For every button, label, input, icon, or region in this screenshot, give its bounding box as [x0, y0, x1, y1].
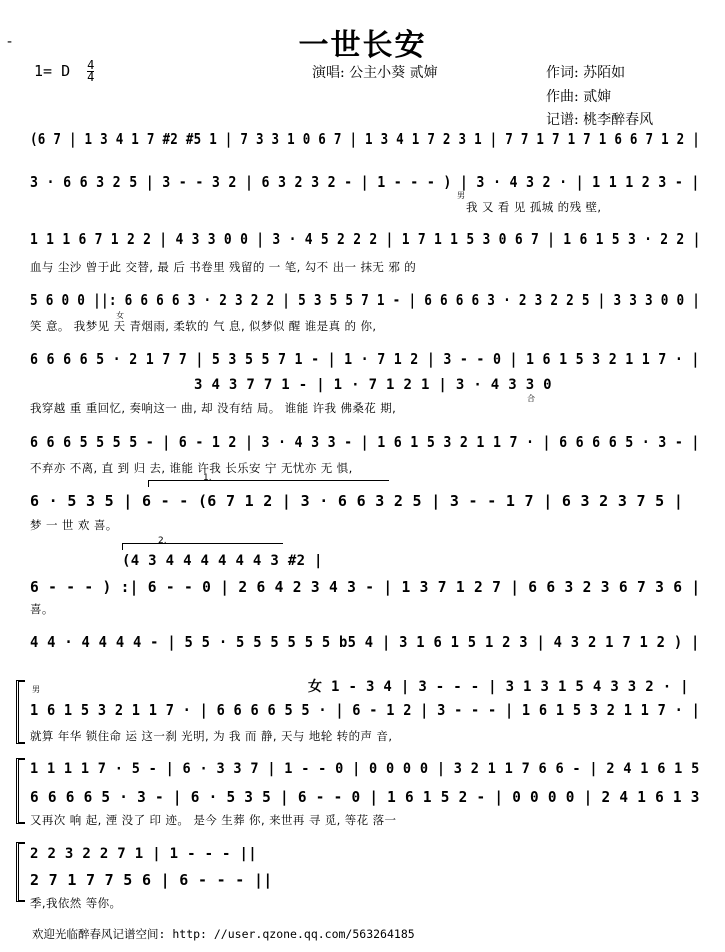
- notation-line: 6 6 6 6 5 · 2 1 7 7 | 5 3 5 5 7 1 - | 1 · 7 1 2 | 3 - - 0 | 1 6 1 5 3 2 1 1 7 · |: [30, 350, 700, 368]
- notation-line: 6 6 6 5 5 5 5 - | 6 - 1 2 | 3 · 4 3 3 - | 1 6 1 5 3 2 1 1 7 · | 6 6 6 6 5 · 3 - |: [30, 433, 700, 451]
- lyric-line: 血与 尘沙 曾于此 交替, 最 后 书卷里 残留的 一 笔, 勾不 出一 抹无 邪 的: [30, 260, 417, 274]
- time-signature: [87, 60, 94, 83]
- lyric-line: 笑 意。 我梦见 天 青烟雨, 柔软的 气 息, 似梦似 醒 谁是真 的 你,: [30, 319, 377, 333]
- notation-line: (6 7 | 1 3 4 1 7 #2 #5 1 | 7 3 3 1 0 6 7 | 1 3 4 1 7 2 3 1 | 7 7 1 7 1 7 1 6 6 7 1 2 |: [30, 130, 701, 148]
- lyric-line: 又再次 响 起, 湮 没了 印 迹。 是今 生葬 你, 来世再 寻 觅, 等花 落一: [30, 813, 397, 827]
- volta-bracket-1: [148, 480, 389, 487]
- key-label: 1= D: [34, 62, 71, 80]
- margin-dash: -: [7, 34, 13, 50]
- notation-line-harmony: 1 1 1 1 7 · 5 - | 6 · 3 3 7 | 1 - - 0 | 0 0 0 0 | 3 2 1 1 7 6 6 - | 2 4 1 6 1 5: [30, 761, 700, 777]
- composer: 作曲: 贰婶: [546, 89, 612, 105]
- notation-line-harmony: 2 2 3 2 2 7 1 | 1 - - - ||: [30, 846, 257, 862]
- lyricist: 作词: 苏陌如: [546, 65, 626, 81]
- lyric-line: 不弃亦 不离, 直 到 归 去, 谁能 许我 长乐安 宁 无忧亦 无 惧,: [30, 461, 353, 475]
- notation-line: 1 6 1 5 3 2 1 1 7 · | 6 6 6 6 5 5 · | 6 - 1 2 | 3 - - - | 1 6 1 5 3 2 1 1 7 · |: [30, 701, 701, 719]
- lyric-line: 梦 一 世 欢 喜。: [30, 518, 118, 532]
- notation-line: 5 6 0 0 ||: 6 6 6 6 3 · 2 3 2 2 | 5 3 5 5 7 1 - | 6 6 6 6 3 · 2 3 2 2 5 | 3 3 3 0 0 |: [30, 291, 701, 309]
- notation-line-harmony: 女 1 - 3 4 | 3 - - - | 3 1 3 1 5 4 3 3 2 · |: [308, 679, 689, 695]
- time-bottom: 4: [87, 70, 95, 84]
- part-marker: 合: [527, 394, 535, 403]
- notation-line: 3 · 6 6 3 2 5 | 3 - - 3 2 | 6 3 2 3 2 - | 1 - - - ) | 3 · 4 3 2 · | 1 1 1 2 3 - |: [30, 173, 700, 191]
- system-bracket: [16, 680, 25, 744]
- notation-line-harmony: 3 4 3 7 7 1 - | 1 · 7 1 2 1 | 3 · 4 3 3 0: [194, 377, 552, 393]
- lyric-line: 我 又 看 见 孤城 的残 壁,: [466, 200, 602, 214]
- lyric-line: 就算 年华 锁住命 运 这一刹 光明, 为 我 而 静, 天与 地轮 转的声 音,: [30, 729, 393, 743]
- part-marker: 女: [116, 311, 124, 320]
- song-title: 一世长安: [298, 28, 427, 63]
- volta-bracket-2: [122, 543, 283, 550]
- notation-line: 6 6 6 6 5 · 3 - | 6 · 5 3 5 | 6 - - 0 | 1 6 1 5 2 - | 0 0 0 0 | 2 4 1 6 1 3: [30, 788, 700, 806]
- key-signature: [34, 60, 94, 83]
- singers: 演唱: 公主小葵 贰婶: [312, 65, 438, 81]
- notation-line: 2 7 1 7 7 5 6 | 6 - - - ||: [30, 871, 273, 889]
- part-marker: 男: [457, 191, 465, 200]
- footer-credit: 欢迎光临醉春风记谱空间: http: //user.qzone.qq.com/563264185: [32, 927, 415, 941]
- notation-line: 1 1 1 6 7 1 2 2 | 4 3 3 0 0 | 3 · 4 5 2 2 2 | 1 7 1 1 5 3 0 6 7 | 1 6 1 5 3 · 2 2 |: [30, 230, 701, 248]
- notation-line: 4 4 · 4 4 4 4 - | 5 5 · 5 5 5 5 5 5 b5 4 | 3 1 6 1 5 1 2 3 | 4 3 2 1 7 1 2 ) |: [30, 633, 700, 651]
- volta-number: 1.: [203, 473, 212, 483]
- notation-line: 6 - - - ) :| 6 - - 0 | 2 6 4 2 3 4 3 - | 1 3 7 1 2 7 | 6 6 3 2 3 6 7 3 6 |: [30, 578, 701, 596]
- lyric-line: 季,我依然 等你。: [30, 896, 122, 910]
- lyric-line: 喜。: [30, 602, 54, 616]
- part-marker: 男: [32, 685, 40, 694]
- system-bracket: [16, 842, 25, 902]
- notation-line: 6 · 5 3 5 | 6 - - (6 7 1 2 | 3 · 6 6 3 2 5 | 3 - - 1 7 | 6 3 2 3 7 5 |: [30, 492, 684, 510]
- time-top: 4: [87, 58, 95, 72]
- volta-number: 2.: [158, 536, 167, 546]
- transcriber: 记谱: 桃李醉春风: [546, 112, 654, 128]
- lyric-line: 我穿越 重 重回忆, 奏响这一 曲, 却 没有结 局。 谁能 许我 佛桑花 期,: [30, 401, 397, 415]
- system-bracket: [16, 758, 25, 824]
- notation-line-harmony: (4 3 4 4 4 4 4 4 3 #2 |: [122, 553, 323, 569]
